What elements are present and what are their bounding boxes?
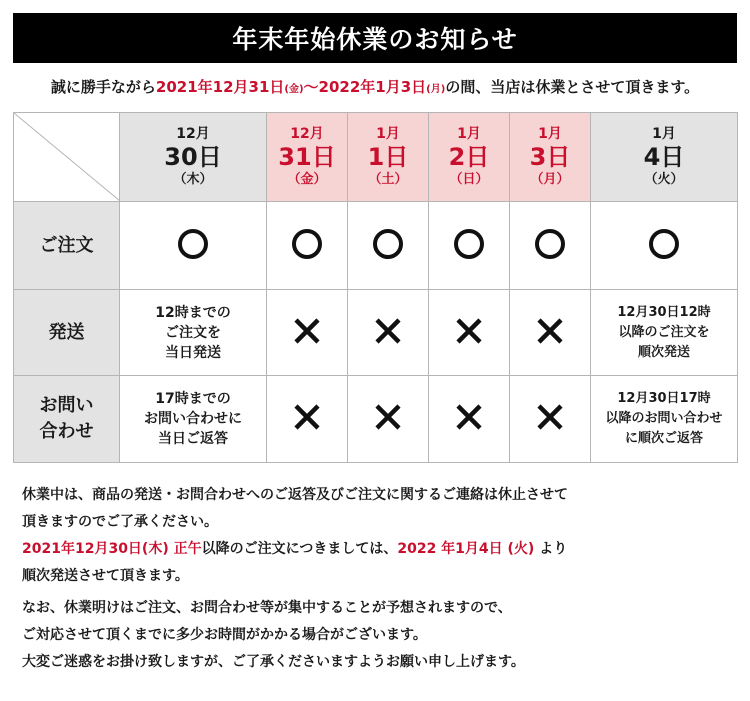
circle-mark-icon (178, 229, 208, 259)
row-label-inquiry (14, 376, 120, 463)
diagonal-line (14, 113, 120, 201)
shipping-cell-4 (510, 290, 591, 376)
inquiry-cell-3 (429, 376, 510, 463)
date-month: 1月 (538, 126, 562, 142)
notice-date-highlight: 2022 年1月4日 (火) (397, 541, 535, 557)
footer-line: 大変ご迷惑をお掛け致しますが、ご了承くださいますようお願い申し上げます。 (22, 654, 525, 670)
cross-mark-icon (292, 402, 322, 432)
intro-text (13, 76, 737, 97)
intro-range-end: 2022年1月3日 (318, 78, 427, 96)
date-month: 1月 (457, 126, 481, 142)
intro-tilde: ～ (303, 78, 319, 96)
date-header-0 (120, 113, 267, 202)
note-line: 17時までの (155, 391, 231, 407)
note-line: 順次発送 (637, 344, 690, 360)
intro-range-end-day: (月) (426, 84, 446, 95)
order-cell-5 (591, 202, 738, 290)
closure-notice (22, 482, 737, 590)
footer-line: ご対応させて頂くまでに多少お時間がかかる場合がございます。 (22, 627, 427, 643)
date-day: 4日 (643, 143, 685, 171)
date-header-3 (429, 113, 510, 202)
order-cell-2 (348, 202, 429, 290)
note-line: 以降のご注文を (618, 324, 710, 340)
date-header-5 (591, 113, 738, 202)
date-header-2 (348, 113, 429, 202)
date-day: 3日 (529, 143, 571, 171)
circle-mark-icon (454, 229, 484, 259)
footer-line: なお、休業明けはご注文、お問合わせ等が集中することが予想されますので、 (22, 600, 512, 616)
cross-mark-icon (535, 316, 565, 346)
notice-line (22, 536, 737, 563)
notice-line: 休業中は、商品の発送・お問合わせへのご返答及びご注文に関するご連絡は休止させて (22, 487, 568, 503)
shipping-note-after (591, 290, 738, 376)
row-label-line: 合わせ (39, 421, 94, 442)
date-month: 12月 (290, 126, 324, 142)
order-cell-0 (120, 202, 267, 290)
shipping-cell-2 (348, 290, 429, 376)
date-day: 1日 (367, 143, 409, 171)
date-weekday: （金） (287, 172, 327, 187)
inquiry-note-after (591, 376, 738, 463)
notice-text: より (534, 541, 568, 557)
intro-after: の間、当店は休業とさせて頂きます。 (445, 78, 700, 96)
row-label-order: ご注文 (14, 202, 120, 290)
shipping-note-before (120, 290, 267, 376)
circle-mark-icon (373, 229, 403, 259)
date-header-1 (267, 113, 348, 202)
note-line: ご注文を (165, 324, 221, 341)
intro-range-start: 2021年12月31日 (155, 78, 285, 96)
cross-mark-icon (373, 316, 403, 346)
inquiry-cell-1 (267, 376, 348, 463)
schedule-table (13, 112, 738, 463)
order-cell-3 (429, 202, 510, 290)
notice-text: 以降のご注文につきましては、 (201, 541, 398, 557)
shipping-cell-1 (267, 290, 348, 376)
date-weekday: （月） (530, 172, 570, 187)
date-day: 31日 (278, 143, 336, 171)
date-weekday: （木） (173, 172, 213, 187)
cross-mark-icon (454, 316, 484, 346)
cross-mark-icon (535, 402, 565, 432)
note-line: 12月30日17時 (617, 391, 711, 406)
order-cell-4 (510, 202, 591, 290)
date-month: 1月 (376, 126, 400, 142)
intro-range-start-day: (金) (284, 84, 304, 95)
circle-mark-icon (535, 229, 565, 259)
order-row (14, 202, 738, 290)
inquiry-note-before (120, 376, 267, 463)
inquiry-cell-2 (348, 376, 429, 463)
note-line: 当日ご返答 (158, 431, 228, 447)
date-month: 12月 (176, 126, 210, 142)
shipping-row (14, 290, 738, 376)
intro-before: 誠に勝手ながら (50, 78, 156, 96)
inquiry-cell-4 (510, 376, 591, 463)
note-line: 以降のお問い合わせ (605, 411, 723, 426)
date-month: 1月 (652, 126, 676, 142)
circle-mark-icon (649, 229, 679, 259)
inquiry-row (14, 376, 738, 463)
date-header-4 (510, 113, 591, 202)
notice-line: 頂きますのでご了承ください。 (22, 514, 218, 530)
note-line: 当日発送 (165, 344, 221, 361)
notice-line: 順次発送させて頂きます。 (22, 568, 189, 584)
date-weekday: （土） (368, 172, 408, 187)
row-label-line: お問い (39, 395, 94, 416)
footer-notice (22, 595, 737, 676)
shipping-cell-3 (429, 290, 510, 376)
date-header-row (14, 113, 738, 202)
circle-mark-icon (292, 229, 322, 259)
date-weekday: （火） (644, 172, 684, 187)
page-title: 年末年始休業のお知らせ (13, 13, 737, 63)
notice-date-highlight: 2021年12月30日(木) 正午 (22, 541, 202, 557)
date-day: 2日 (448, 143, 490, 171)
note-line: お問い合わせに (144, 411, 242, 427)
cross-mark-icon (373, 402, 403, 432)
row-label-shipping: 発送 (14, 290, 120, 376)
order-cell-1 (267, 202, 348, 290)
corner-cell (14, 113, 120, 202)
date-weekday: （日） (449, 172, 489, 187)
cross-mark-icon (454, 402, 484, 432)
date-day: 30日 (164, 143, 222, 171)
cross-mark-icon (292, 316, 322, 346)
note-line: 12月30日12時 (617, 304, 711, 320)
note-line: に順次ご返答 (624, 431, 703, 446)
note-line: 12時までの (155, 304, 231, 321)
